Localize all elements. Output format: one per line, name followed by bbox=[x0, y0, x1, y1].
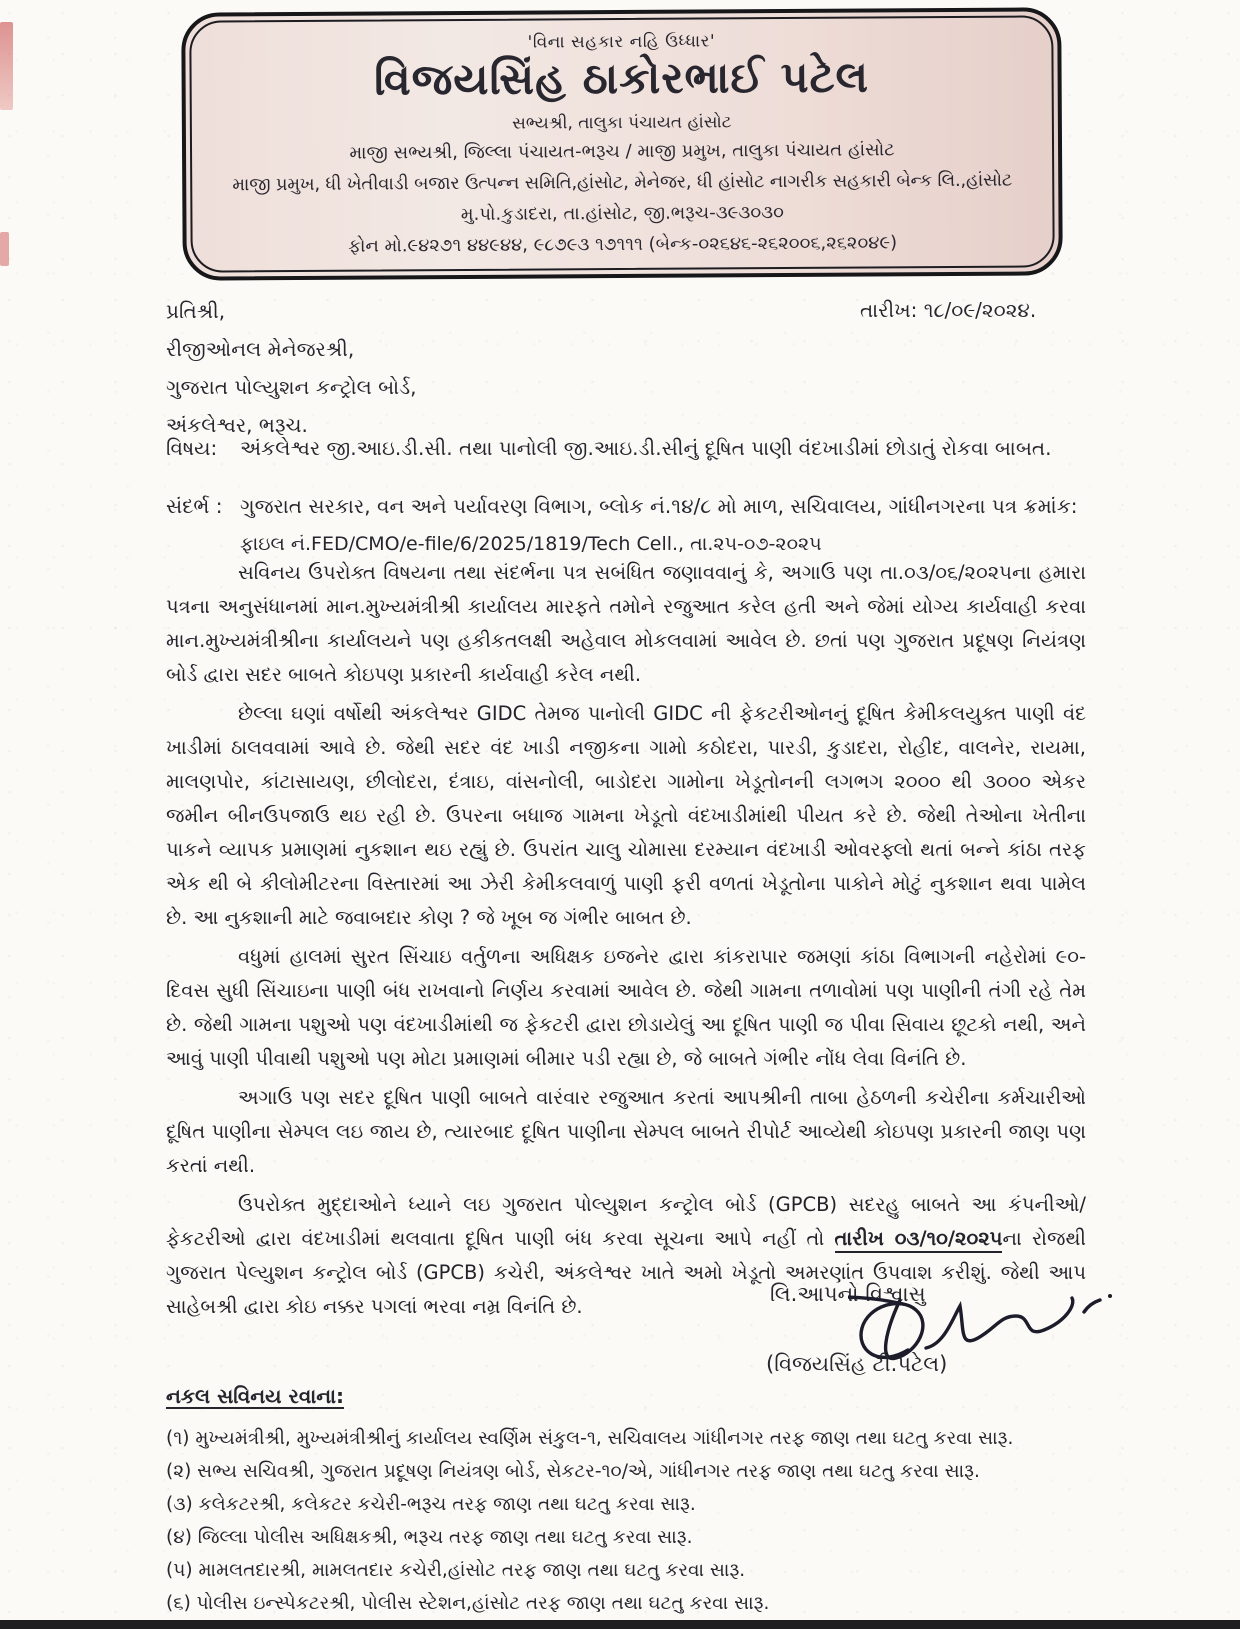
recipient-line: ગુજરાત પોલ્યુશન કન્ટ્રોલ બોર્ડ, bbox=[166, 375, 417, 399]
letter-body bbox=[166, 556, 1086, 1329]
ultimatum-date-underlined: તારીખ ૦૩/૧૦/૨૦૨૫ bbox=[835, 1227, 1003, 1253]
letterhead-name: વિજયસિંહ ઠાકોરભાઈ પટેલ bbox=[373, 52, 870, 106]
cc-item: (૨) સભ્ય સચિવશ્રી, ગુજરાત પ્રદૂષણ નિયંત્રણ બોર્ડ, સેકટર-૧૦/એ, ગાંધીનગર તરફ જાણ તથા ઘટતુ કરવા સારૂ. bbox=[166, 1461, 980, 1482]
reference-file-number: ફાઇલ નં.FED/CMO/e-file/6/2025/1819/Tech Cell., તા.૨૫-૦૭-૨૦૨૫ bbox=[240, 533, 822, 555]
letterhead-motto: 'વિના સહકાર નહિ ઉધ્ધાર' bbox=[527, 31, 716, 53]
recipient-block bbox=[166, 292, 416, 444]
cc-item: (૫) મામલતદારશ્રી, મામલતદાર કચેરી,હાંસોટ તરફ જાણ તથા ઘટતુ કરવા સારૂ. bbox=[166, 1560, 746, 1581]
subject-row bbox=[166, 436, 1126, 460]
cc-list bbox=[166, 1384, 1146, 1620]
letter-date: તારીખ: ૧૮/૦૯/૨૦૨૪. bbox=[860, 298, 1037, 322]
red-scan-mark bbox=[0, 232, 9, 266]
recipient-line: પ્રતિશ્રી, bbox=[166, 299, 226, 323]
letterhead-inner-border bbox=[189, 15, 1055, 272]
reference-line-1: ગુજરાત સરકાર, વન અને પર્યાવરણ વિભાગ, બ્લોક નં.૧૪/૮ મો માળ, સચિવાલય, ગાંધીનગરના પત્ર ક્રમાંક: bbox=[240, 494, 1078, 518]
subject-label: વિષય: bbox=[166, 436, 218, 460]
closing-line: લિ.આપનો વિશ્વાસુ bbox=[770, 1282, 926, 1306]
red-scan-mark bbox=[0, 22, 13, 110]
reference-text bbox=[240, 487, 1078, 563]
reference-row bbox=[166, 487, 1126, 563]
subject-text: અંકલેશ્વર જી.આઇ.ડી.સી. તથા પાનોલી જી.આઇ.ડી.સીનું દૂષિત પાણી વંદખાડીમાં છોડાતું રોકવા બાબત. bbox=[240, 436, 1052, 460]
letterhead-title-line: સભ્યશ્રી, તાલુકા પંચાયત હાંસોટ bbox=[512, 112, 732, 134]
cc-header: નકલ સવિનય રવાના: bbox=[166, 1384, 345, 1408]
scan-edge-bar bbox=[0, 1620, 1240, 1629]
cc-item: (૩) કલેકટરશ્રી, કલેકટર કચેરી-ભરૂચ તરફ જાણ તથા ઘટતુ કરવા સારૂ. bbox=[166, 1494, 696, 1515]
letterhead-box bbox=[181, 7, 1063, 280]
para5-text-before: ઉપરોક્ત મુદ્દાઓને ધ્યાને લઇ ગુજરાત પોલ્યુશન કન્ટ્રોલ બોર્ડ (GPCB) સદરહુ બાબતે આ કંપનીઓ/ફેકટરીઓ દ્વારા વંદખાડીમાં થલવાતા દૂષિત પાણી બંધ કરવા સૂચના આપે નહીં તો bbox=[166, 1193, 1086, 1250]
body-paragraph-2: છેલ્લા ઘણાં વર્ષોથી અંકલેશ્વર GIDC તેમજ પાનોલી GIDC ની ફેકટરીઓનનું દૂષિત કેમીકલયુક્ત પાણી વંદ ખાડીમાં ઠાલવવામાં આવે છે. જેથી સદર વંદ ખાડી નજીકના ગામો કઠોદરા, પારડી, કુડાદરા, રોહીદ, વાલનેર, રાયમા, માલણપોર, કાંટાસાયણ, છીલોદરા, દંત્રાઇ, વાંસનોલી, બાડોદરા ગામોના ખેડૂતોનની લગભગ ૨૦૦૦ થી ૩૦૦૦ એકર જમીન બીનઉપજાઉ થઇ રહી છે. ઉપરના બધાજ ગામના ખેડૂતો વંદખાડીમાંથી પીયત કરે છે. જેથી તેઓના ખેતીના પાકને વ્યાપક પ્રમાણમાં નુકશાન થઇ રહ્યું છે. ઉપરાંત ચાલુ ચોમાસા દરમ્યાન વંદખાડી ઓવરફ્લો થતાં બન્ને કાંઠા તરફ એક થી બે કીલોમીટરના વિસ્તારમાં આ ઝેરી કેમીકલવાળું પાણી ફરી વળતાં ખેડૂતોના પાકોને મોટું નુકશાન થવા પામેલ છે. આ નુકશાની માટે જવાબદાર કોણ ? જે ખૂબ જ ગંભીર બાબત છે. bbox=[166, 702, 1086, 929]
cc-item: (૪) જિલ્લા પોલીસ અધિક્ષકશ્રી, ભરૂચ તરફ જાણ તથા ઘટતુ કરવા સારૂ. bbox=[166, 1527, 693, 1548]
letterhead-phone-line: ફોન મો.૯૪૨૭૧ ૪૪૯૪૪, ૯૮૭૯૩ ૧૭૧૧૧ (બેન્ક-૦૨૬૪૬-૨૬૨૦૦૬,૨૬૨૦૪૯) bbox=[348, 232, 898, 257]
reference-label: સંદર્ભ : bbox=[166, 494, 223, 518]
signatory-name: (વિજયસિંહ ટી.પટેલ) bbox=[766, 1352, 948, 1376]
letterhead-title-line: માજી પ્રમુખ, ધી ખેતીવાડી બજાર ઉત્પન્ન સમિતિ,હાંસોટ, મેનેજર, ધી હાંસોટ નાગરીક સહકારી બેન્ક લિ.,હાંસોટ bbox=[232, 169, 1013, 196]
letterhead-title-line: માજી સભ્યશ્રી, જિલ્લા પંચાયત-ભરૂચ / માજી પ્રમુખ, તાલુકા પંચાયત હાંસોટ bbox=[349, 139, 895, 164]
letterhead-address-line: મુ.પો.કુડાદરા, તા.હાંસોટ, જી.ભરૂચ-૩૯૩૦૩૦ bbox=[460, 202, 785, 225]
body-paragraph-4: અગાઉ પણ સદર દૂષિત પાણી બાબતે વારંવાર રજુઆત કરતાં આપશ્રીની તાબા હેઠળની કચેરીના કર્મચારીઓ દૂષિત પાણીના સેમ્પલ લઇ જાય છે, ત્યારબાદ દૂષિત પાણીના સેમ્પલ બાબતે રીપોર્ટ આવ્યેથી કોઇપણ પ્રકારની જાણ પણ કરતાં નથી. bbox=[166, 1086, 1086, 1177]
recipient-line: અંકલેશ્વર, ભરૂચ. bbox=[166, 413, 308, 437]
cc-item: (૬) પોલીસ ઇન્સ્પેકટરશ્રી, પોલીસ સ્ટેશન,હાંસોટ તરફ જાણ તથા ઘટતુ કરવા સારૂ. bbox=[166, 1593, 770, 1614]
cc-item: (૧) મુખ્યમંત્રીશ્રી, મુખ્યમંત્રીશ્રીનું કાર્યાલય સ્વર્ણિમ સંકુલ-૧, સચિવાલય ગાંધીનગર તરફ જાણ તથા ઘટતુ કરવા સારૂ. bbox=[166, 1428, 1014, 1449]
body-paragraph-3: વધુમાં હાલમાં સુરત સિંચાઇ વર્તુળના અધિક્ષક ઇજનેર દ્વારા કાંકરાપાર જમણાં કાંઠા વિભાગની નહેરોમાં ૯૦-દિવસ સુધી સિંચાઇના પાણી બંધ રાખવાનો નિર્ણય કરવામાં આવેલ છે. જેથી ગામના તળાવોમાં પણ પાણીની તંગી રહે તેમ છે. જેથી ગામના પશુઓ પણ વંદખાડીમાંથી જ ફેકટરી દ્વારા છોડાયેલું આ દૂષિત પાણી જ પીવા સિવાય છૂટકો નથી, અને આવું પાણી પીવાથી પશુઓ પણ મોટા પ્રમાણમાં બીમાર પડી રહ્યા છે, જે બાબતે ગંભીર નોંધ લેવા વિનંતિ છે. bbox=[166, 945, 1086, 1070]
recipient-line: રીજીઓનલ મેનેજરશ્રી, bbox=[166, 337, 355, 361]
body-paragraph-1: સવિનય ઉપરોક્ત વિષયના તથા સંદર્ભના પત્ર સબંધિત જણાવવાનું કે, અગાઉ પણ તા.૦૩/૦૬/૨૦૨૫ના હમારા પત્રના અનુસંધાનમાં માન.મુખ્યમંત્રીશ્રી કાર્યાલય મારફતે તમોને રજુઆત કરેલ હતી અને જેમાં યોગ્ય કાર્યવાહી કરવા માન.મુખ્યમંત્રીશ્રીના કાર્યાલયને પણ હકીકતલક્ષી અહેવાલ મોકલવામાં આવેલ છે. છતાં પણ ગુજરાત પ્રદૂષણ નિયંત્રણ બોર્ડ દ્વારા સદર બાબતે કોઇપણ પ્રકારની કાર્યવાહી કરેલ નથી. bbox=[166, 561, 1086, 686]
para5-text-after: ના રોજથી ગુજરાત પેલ્યુશન કન્ટ્રોલ બોર્ડ (GPCB) કચેરી, અંકલેશ્વર ખાતે અમો ખેડૂતો અમરણાંત ઉપવાશ કરીશું. જેથી આપ સાહેબશ્રી દ્વારા કોઇ નક્કર પગલાં ભરવા નમ્ર વિનંતિ છે. bbox=[166, 1227, 1086, 1318]
